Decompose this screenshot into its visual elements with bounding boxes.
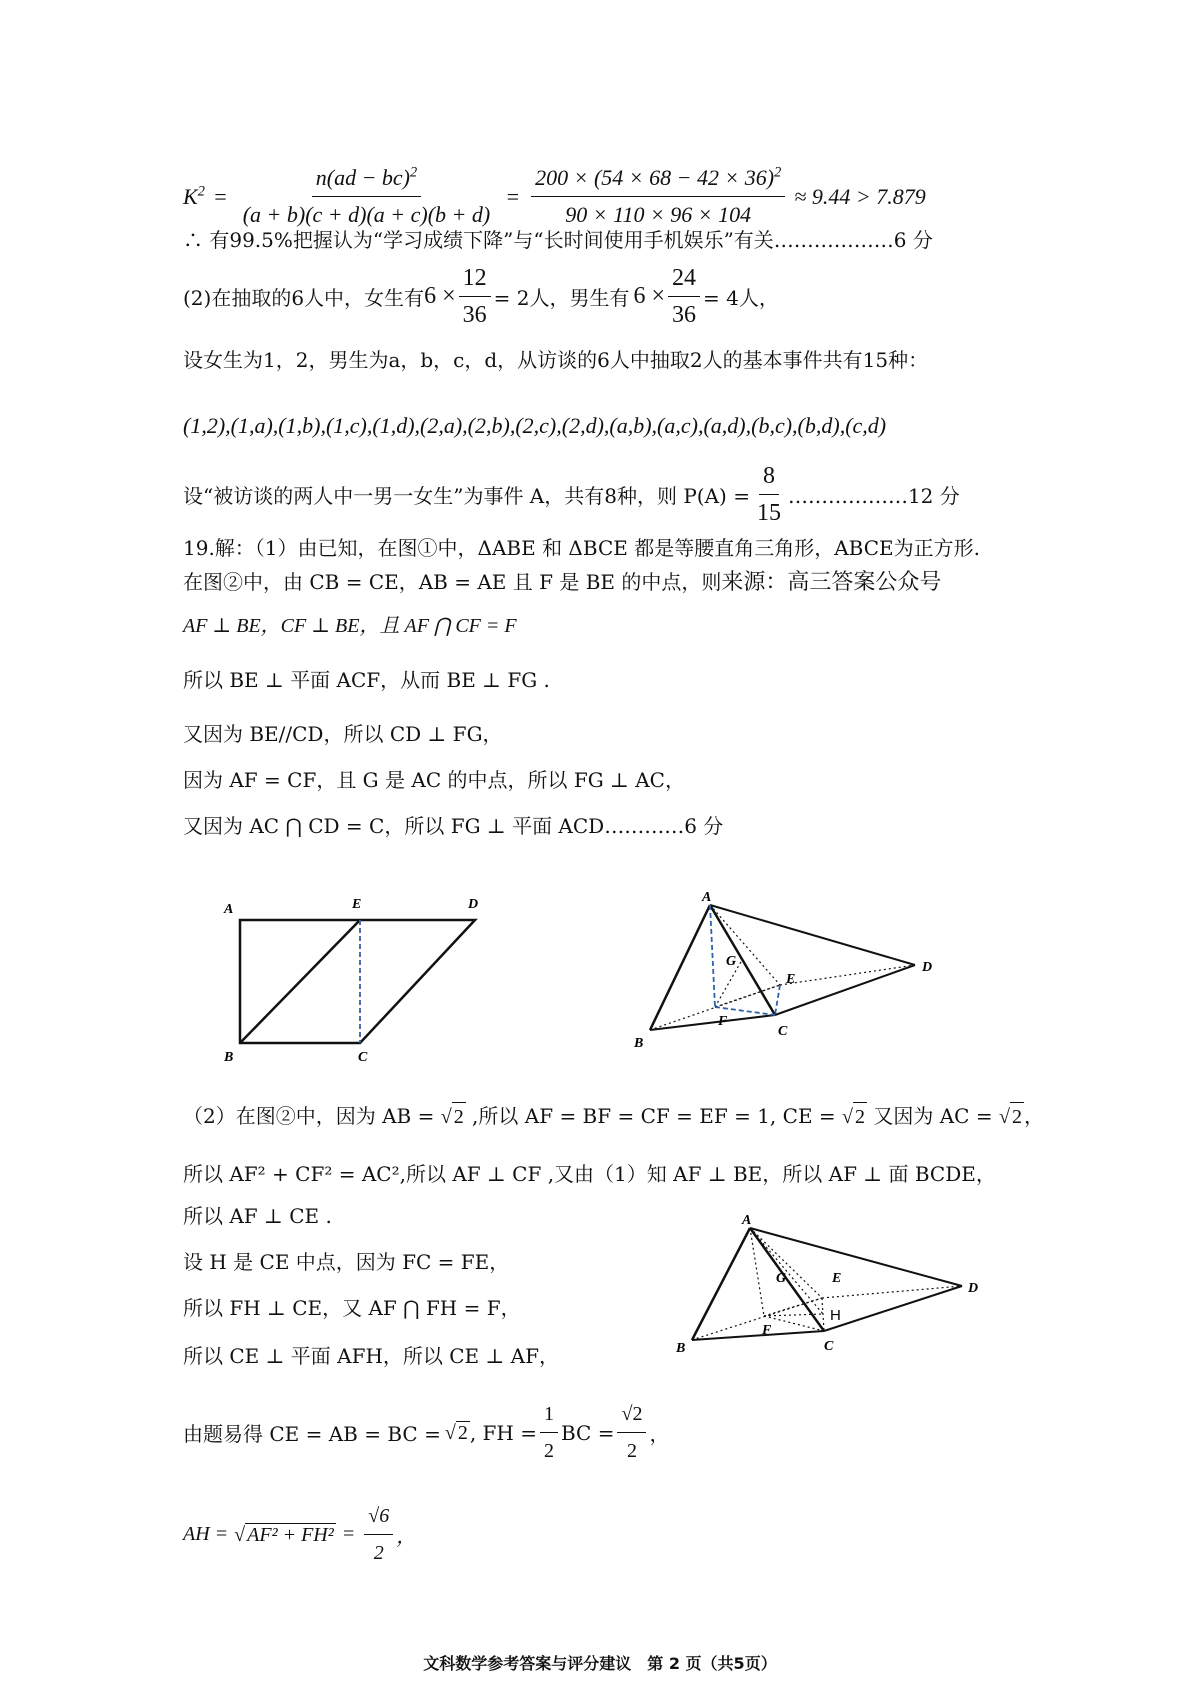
fig2-label-f: F bbox=[718, 1014, 728, 1029]
fig1-label-e: E bbox=[352, 897, 362, 912]
q19-line5: 又因为 BE//CD，所以 CD ⊥ FG， bbox=[183, 722, 503, 746]
event-a-line: 设“被访谈的两人中一男一女生”为事件 A，共有8种，则 P(A) = $\frac{8}{15}$ ………………12 分 bbox=[183, 460, 960, 529]
fig2-label-g: G bbox=[726, 954, 737, 969]
fig2-label-b: B bbox=[634, 1036, 644, 1051]
fig2-label-d: D bbox=[922, 960, 933, 975]
k2-result: ≈ 9.44 > 7.879 bbox=[794, 183, 926, 209]
fig3-label-e: E bbox=[832, 1271, 842, 1286]
set-description: 设女生为1，2，男生为a，b，c，d，从访谈的6人中抽取2人的基本事件共有15种： bbox=[183, 348, 929, 372]
conclusion-line: ∴ 有99.5%把握认为“学习成绩下降”与“长时间使用手机娱乐”有关………………6 分 bbox=[183, 228, 933, 252]
page-footer: 文科数学参考答案与评分建议 第 2 页（共5页） bbox=[423, 1654, 777, 1673]
part2-19-line3: 所以 AF ⊥ CE . bbox=[183, 1204, 332, 1228]
k2-den1: (a + b)(c + d)(a + c)(b + d) bbox=[242, 202, 491, 227]
fig3-label-f: F bbox=[762, 1323, 772, 1338]
fig1-label-c: C bbox=[358, 1050, 368, 1065]
figure-1 bbox=[210, 888, 500, 1068]
q19-line3: AF ⊥ BE，CF ⊥ BE，且 AF ⋂ CF = F bbox=[183, 615, 517, 637]
figure-2 bbox=[630, 885, 950, 1060]
fig3-label-b: B bbox=[676, 1341, 686, 1356]
q19-line4: 所以 BE ⊥ 平面 ACF，从而 BE ⊥ FG . bbox=[183, 668, 550, 692]
part2-19-line4: 设 H 是 CE 中点，因为 FC = FE， bbox=[183, 1250, 510, 1274]
source-note: 来源：高三答案公众号 bbox=[721, 570, 942, 595]
q19-line6: 因为 AF = CF，且 G 是 AC 的中点，所以 FG ⊥ AC， bbox=[183, 768, 685, 792]
event-list: (1,2),(1,a),(1,b),(1,c),(1,d),(2,a),(2,b),(2,c),(2,d),(a,b),(a,c),(a,d),(b,c),(b,d),(c,d) bbox=[183, 413, 887, 438]
fig1-label-a: A bbox=[224, 902, 234, 917]
k2-num2: 200 × (54 × 68 − 42 × 36) bbox=[535, 165, 775, 190]
q19-line1: 19.解：（1）由已知，在图①中，ΔABE 和 ΔBCE 都是等腰直角三角形，ABCE为正方形. bbox=[183, 536, 980, 560]
q19-line2: 在图②中，由 CB = CE，AB = AE 且 F 是 BE 的中点，则来源：高三答案公众号 bbox=[183, 570, 942, 595]
ah-formula: AH = √ AF² + FH² = $\frac{√6}{2}$ ， bbox=[183, 1500, 416, 1569]
fig2-label-a: A bbox=[702, 890, 712, 905]
fig1-label-d: D bbox=[468, 897, 479, 912]
part2-19-line1: （2）在图②中，因为 AB = √ 2 ,所以 AF = BF = CF = EF = 1, CE = √ 2 又因为 AC = √ 2 ， bbox=[183, 1102, 1044, 1131]
q19-line7: 又因为 AC ⋂ CD = C，所以 FG ⊥ 平面 ACD…………6 分 bbox=[183, 814, 724, 838]
part2-line: (2)在抽取的6人中，女生有 6 × $\frac{12}{36}$ = 2人，男生有 6 × $\frac{24}{36}$ = 4人， bbox=[183, 262, 779, 331]
fig1-label-b: B bbox=[224, 1050, 234, 1065]
part2-19-line6: 所以 CE ⊥ 平面 AFH，所以 CE ⊥ AF， bbox=[183, 1344, 560, 1368]
fig2-label-c: C bbox=[778, 1024, 788, 1039]
fig2-label-e: E bbox=[786, 972, 796, 987]
part2-19-line7: 由题易得 CE = AB = BC = √ 2 , FH = $\frac{1}{2}$ BC = $\frac{√2}{2}$ ， bbox=[183, 1398, 669, 1467]
k2-formula: $K^2$ = $\frac{n(ad - bc)^2}{(a + b)(c + d)(a + c)(b + d)}$ = $\frac{200 \times (54 \times 68 - 42 \times 36)^2}{90 \times 110 \times 96 \times 104}$ ≈ 9.44 > 7.879 bbox=[183, 162, 926, 231]
fig3-label-h: H bbox=[830, 1307, 841, 1324]
k2-num1: n(ad − bc) bbox=[315, 165, 411, 190]
figure-3 bbox=[672, 1208, 992, 1368]
fig3-label-g: G bbox=[776, 1271, 787, 1286]
fig3-label-a: A bbox=[742, 1213, 752, 1228]
part2-19-line2: 所以 AF² + CF² = AC²,所以 AF ⊥ CF ,又由（1）知 AF ⊥ BE，所以 AF ⊥ 面 BCDE， bbox=[183, 1162, 996, 1186]
fig3-label-c: C bbox=[824, 1339, 834, 1354]
k2-den2: 90 × 110 × 96 × 104 bbox=[565, 202, 752, 227]
part2-19-line5: 所以 FH ⊥ CE，又 AF ⋂ FH = F， bbox=[183, 1296, 521, 1320]
k2-lhs: $K^2$ bbox=[183, 183, 205, 209]
fig3-label-d: D bbox=[968, 1281, 979, 1296]
